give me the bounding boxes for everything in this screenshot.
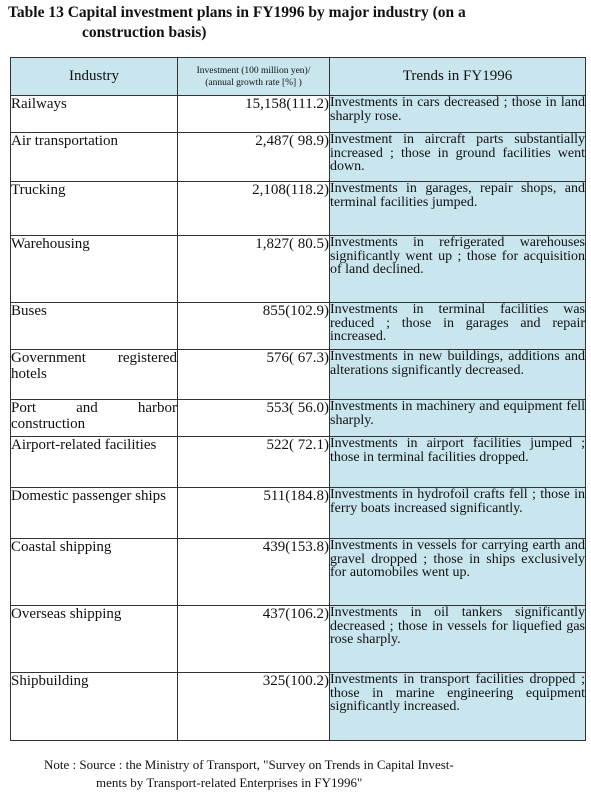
trend-cell: Investment in aircraft parts substantially increased ; those in ground facilities went down. <box>330 133 586 182</box>
investment-cell: 522( 72.1) <box>178 437 330 488</box>
table-title-line-1: Table 13 Capital investment plans in FY1996 by major industry (on a <box>8 4 466 21</box>
investment-cell: 553( 56.0) <box>178 400 330 437</box>
table-row <box>11 488 586 539</box>
table-title <box>8 3 586 43</box>
table-row <box>11 182 586 236</box>
industry-cell: Port and harbor construction <box>11 400 178 437</box>
industry-cell: Railways <box>11 96 178 133</box>
header-investment-line-2: (annual growth rate [%] ) <box>205 77 302 88</box>
table-row <box>11 350 586 400</box>
table-row <box>11 539 586 606</box>
table-row <box>11 303 586 350</box>
trend-cell: Investments in cars decreased ; those in land sharply rose. <box>330 96 586 133</box>
table-row <box>11 673 586 741</box>
trend-cell: Investments in garages, repair shops, and terminal facilities jumped. <box>330 182 586 236</box>
table-header-row <box>11 58 586 96</box>
investment-cell: 437(106.2) <box>178 606 330 673</box>
investment-table <box>10 57 586 741</box>
industry-cell: Airport-related facilities <box>11 437 178 488</box>
industry-cell: Domestic passenger ships <box>11 488 178 539</box>
industry-cell: Coastal shipping <box>11 539 178 606</box>
table-row <box>11 133 586 182</box>
investment-cell: 325(100.2) <box>178 673 330 741</box>
industry-cell: Buses <box>11 303 178 350</box>
source-note <box>44 756 589 792</box>
table-row <box>11 236 586 303</box>
investment-cell: 2,487( 98.9) <box>178 133 330 182</box>
investment-cell: 576( 67.3) <box>178 350 330 400</box>
investment-cell: 855(102.9) <box>178 303 330 350</box>
trend-cell: Investments in new buildings, additions and alterations significantly decreased. <box>330 350 586 400</box>
industry-cell: Shipbuilding <box>11 673 178 741</box>
header-investment <box>178 58 330 96</box>
investment-cell: 2,108(118.2) <box>178 182 330 236</box>
industry-cell: Warehousing <box>11 236 178 303</box>
header-investment-line-1: Investment (100 million yen)/ <box>196 65 311 76</box>
table-row <box>11 96 586 133</box>
trend-cell: Investments in refrigerated warehouses significantly went up ; those for acquisition of land declined. <box>330 236 586 303</box>
header-industry: Industry <box>11 58 178 96</box>
investment-cell: 15,158(111.2) <box>178 96 330 133</box>
trend-cell: Investments in oil tankers significantly decreased ; those in vessels for liquefied gas rose sharply. <box>330 606 586 673</box>
industry-cell: Air transportation <box>11 133 178 182</box>
table-row <box>11 437 586 488</box>
trend-cell: Investments in machinery and equipment fell sharply. <box>330 400 586 437</box>
industry-cell: Government registered hotels <box>11 350 178 400</box>
investment-cell: 1,827( 80.5) <box>178 236 330 303</box>
investment-cell: 511(184.8) <box>178 488 330 539</box>
table-row <box>11 606 586 673</box>
industry-cell: Trucking <box>11 182 178 236</box>
header-trends: Trends in FY1996 <box>330 58 586 96</box>
trend-cell: Investments in hydrofoil crafts fell ; those in ferry boats increased significantly. <box>330 488 586 539</box>
investment-cell: 439(153.8) <box>178 539 330 606</box>
trend-cell: Investments in transport facilities dropped ; those in marine engineering equipment significantly increased. <box>330 673 586 741</box>
table-row <box>11 400 586 437</box>
source-note-line-1: Note : Source : the Ministry of Transport, "Survey on Trends in Capital Invest- <box>44 757 454 772</box>
trend-cell: Investments in vessels for carrying earth and gravel dropped ; those in ships exclusively for automobiles went up. <box>330 539 586 606</box>
source-note-line-2: ments by Transport-related Enterprises in FY1996" <box>96 775 363 790</box>
trend-cell: Investments in terminal facilities was reduced ; those in garages and repair increased. <box>330 303 586 350</box>
trend-cell: Investments in airport facilities jumped ; those in terminal facilities dropped. <box>330 437 586 488</box>
table-title-line-2: construction basis) <box>82 24 207 41</box>
industry-cell: Overseas shipping <box>11 606 178 673</box>
